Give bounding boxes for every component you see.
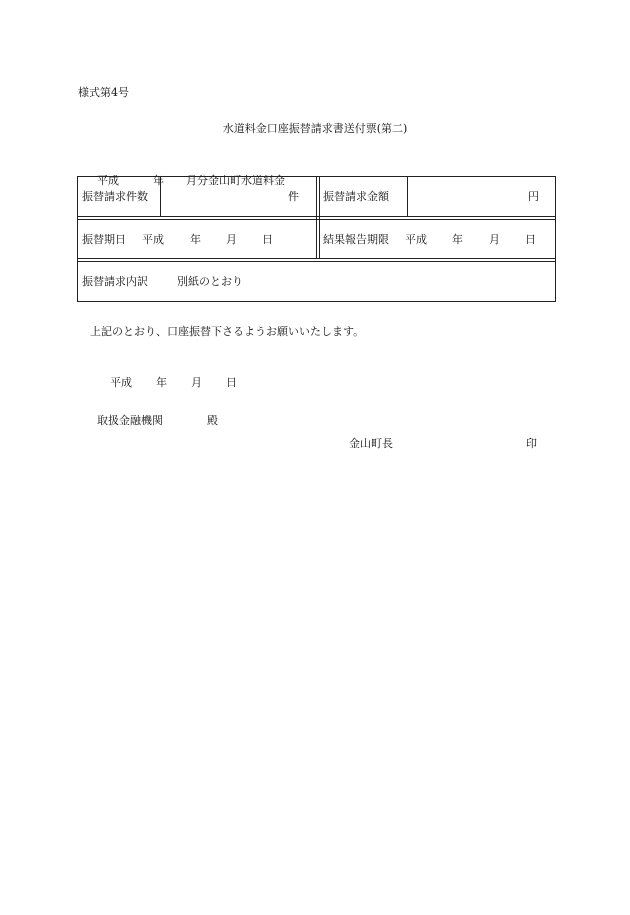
document-title: 水道料金口座振替請求書送付票(第二): [222, 122, 408, 135]
addressee-honorific: 殿: [207, 414, 218, 427]
seal-mark: 印: [526, 437, 537, 450]
deadline-year: 年: [452, 233, 463, 246]
date-era: 平成: [110, 376, 132, 389]
date-day: 日: [226, 376, 237, 389]
request-note: 上記のとおり、口座振替下さるようお願いいたします。: [90, 325, 365, 338]
period-year-unit: 年: [153, 174, 164, 187]
count-unit: 件: [288, 190, 299, 203]
transfer-year: 年: [190, 233, 201, 246]
date-month: 月: [191, 376, 202, 389]
addressee-label: 取扱金融機関: [97, 414, 163, 427]
count-label: 振替請求件数: [82, 190, 148, 203]
deadline-label: 結果報告期限: [323, 233, 389, 246]
transfer-date-label: 振替期日: [82, 233, 126, 246]
period-era: 平成: [97, 174, 119, 187]
date-year: 年: [156, 376, 167, 389]
deadline-era: 平成: [405, 233, 427, 246]
detail-label: 振替請求内訳: [82, 275, 148, 288]
deadline-month: 月: [489, 233, 500, 246]
transfer-day: 日: [262, 233, 273, 246]
request-date: [103, 362, 237, 390]
transfer-request-table: [77, 176, 556, 302]
form-number: 様式第4号: [78, 86, 129, 99]
transfer-era: 平成: [142, 233, 164, 246]
deadline-day: 日: [525, 233, 536, 246]
amount-unit: 円: [528, 190, 539, 203]
amount-label: 振替請求金額: [323, 190, 389, 203]
detail-value: 別紙のとおり: [177, 275, 243, 288]
transfer-month: 月: [226, 233, 237, 246]
period-suffix: 月分金山町水道料金: [186, 174, 285, 187]
issuer-name: 金山町長: [349, 437, 393, 450]
addressee: [90, 400, 218, 428]
